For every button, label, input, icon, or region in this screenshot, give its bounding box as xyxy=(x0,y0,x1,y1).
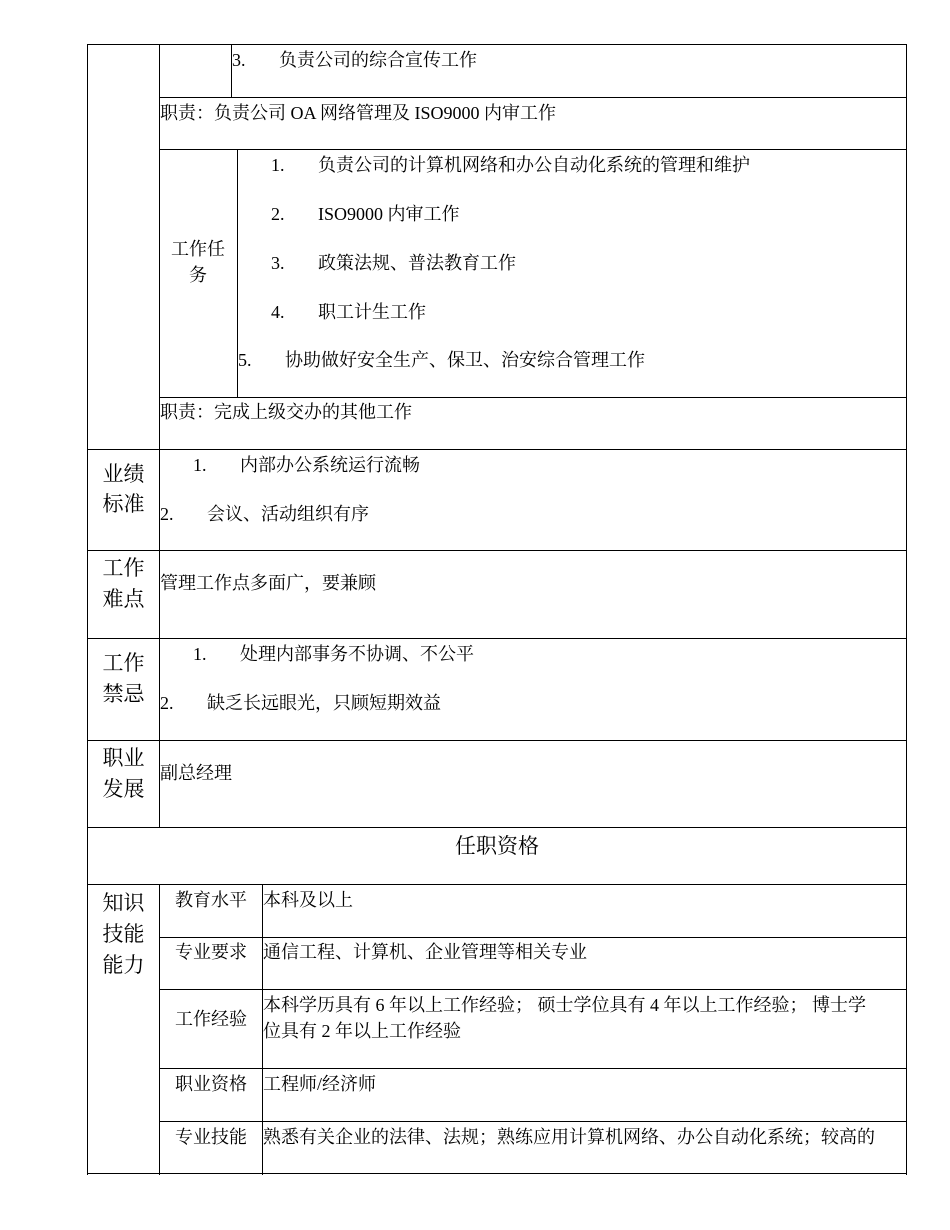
taboo-label-line2: 禁忌 xyxy=(102,682,145,706)
qualification-title: 任职资格 xyxy=(455,834,539,858)
qual-row2-bottom xyxy=(159,989,907,990)
task-number: 3. xyxy=(271,253,285,273)
performance-label-line1: 业绩 xyxy=(102,462,145,486)
career-text: 副总经理 xyxy=(160,763,232,783)
performance-section-bottom xyxy=(87,550,907,551)
qualification-label-line3: 能力 xyxy=(102,953,145,977)
duty-item-number: 3. xyxy=(232,50,246,70)
task-text: 政策法规、普法教育工作 xyxy=(318,253,516,273)
qual-row1-bottom xyxy=(159,937,907,938)
qual-row-value: 工程师/经济师 xyxy=(263,1074,377,1094)
taboo-item-number: 2. xyxy=(160,693,174,713)
qualification-title-bottom xyxy=(87,884,907,885)
task-text: 职工计生工作 xyxy=(318,302,426,322)
qual-row-value: 熟悉有关企业的法律、法规；熟练应用计算机网络、办公自动化系统；较高的 xyxy=(263,1127,875,1147)
qual-row-value-line2: 位具有 2 年以上工作经验 xyxy=(263,1021,461,1041)
task-number: 4. xyxy=(271,302,285,322)
difficulty-label-line1: 工作 xyxy=(102,556,145,580)
task-text: ISO9000 内审工作 xyxy=(318,204,460,224)
difficulty-text: 管理工作点多面广，要兼顾 xyxy=(160,573,376,593)
difficulty-section-bottom xyxy=(87,638,907,639)
qual-row-label: 专业要求 xyxy=(175,942,247,962)
row1-bottom xyxy=(159,97,907,98)
qualification-label-line1: 知识 xyxy=(102,891,145,915)
duty-oa-text: 职责：负责公司 OA 网络管理及 ISO9000 内审工作 xyxy=(160,103,557,123)
task-label-line1: 工作任 xyxy=(171,239,225,259)
performance-item-number: 2. xyxy=(160,504,174,524)
table-border-right xyxy=(906,44,907,1175)
performance-label-line2: 标准 xyxy=(102,492,145,516)
task-number: 1. xyxy=(271,155,285,175)
qual-row-value: 本科及以上 xyxy=(263,890,353,910)
performance-item-text: 会议、活动组织有序 xyxy=(207,504,369,524)
task-number: 5. xyxy=(238,350,252,370)
qualification-label-line2: 技能 xyxy=(102,922,145,946)
task-text: 协助做好安全生产、保卫、治安综合管理工作 xyxy=(285,350,645,370)
difficulty-label-line2: 难点 xyxy=(102,587,145,611)
duty-item-text: 负责公司的综合宣传工作 xyxy=(279,50,477,70)
qual-row-label: 专业技能 xyxy=(175,1127,247,1147)
performance-item-number: 1. xyxy=(193,455,207,475)
qual-row-label: 工作经验 xyxy=(175,1009,247,1029)
taboo-item-text: 缺乏长远眼光，只顾短期效益 xyxy=(207,693,441,713)
qual-row-label: 职业资格 xyxy=(175,1074,247,1094)
qual-row3-bottom xyxy=(159,1068,907,1069)
table-border-bottom xyxy=(87,1173,907,1174)
career-label-line2: 发展 xyxy=(102,777,145,801)
qual-row4-bottom xyxy=(159,1121,907,1122)
qual-row-value: 通信工程、计算机、企业管理等相关专业 xyxy=(263,942,587,962)
oa-row-bottom xyxy=(159,149,907,150)
task-label-line2: 务 xyxy=(189,265,207,285)
qual-row-value-line1: 本科学历具有 6 年以上工作经验； 硕士学位具有 4 年以上工作经验； 博士学 xyxy=(263,995,866,1015)
career-label-line1: 职业 xyxy=(102,746,145,770)
duties-section-bottom xyxy=(87,449,907,450)
qual-row-label: 教育水平 xyxy=(175,890,247,910)
taboo-item-text: 处理内部事务不协调、不公平 xyxy=(240,644,474,664)
career-section-bottom xyxy=(87,827,907,828)
task-number: 2. xyxy=(271,204,285,224)
taboo-section-bottom xyxy=(87,740,907,741)
table-border-top xyxy=(87,44,907,45)
task-text: 负责公司的计算机网络和办公自动化系统的管理和维护 xyxy=(318,155,750,175)
performance-item-text: 内部办公系统运行流畅 xyxy=(240,455,420,475)
taboo-item-number: 1. xyxy=(193,644,207,664)
task-block-bottom xyxy=(159,397,907,398)
taboo-label-line1: 工作 xyxy=(102,651,145,675)
duty-other-text: 职责：完成上级交办的其他工作 xyxy=(160,402,412,422)
